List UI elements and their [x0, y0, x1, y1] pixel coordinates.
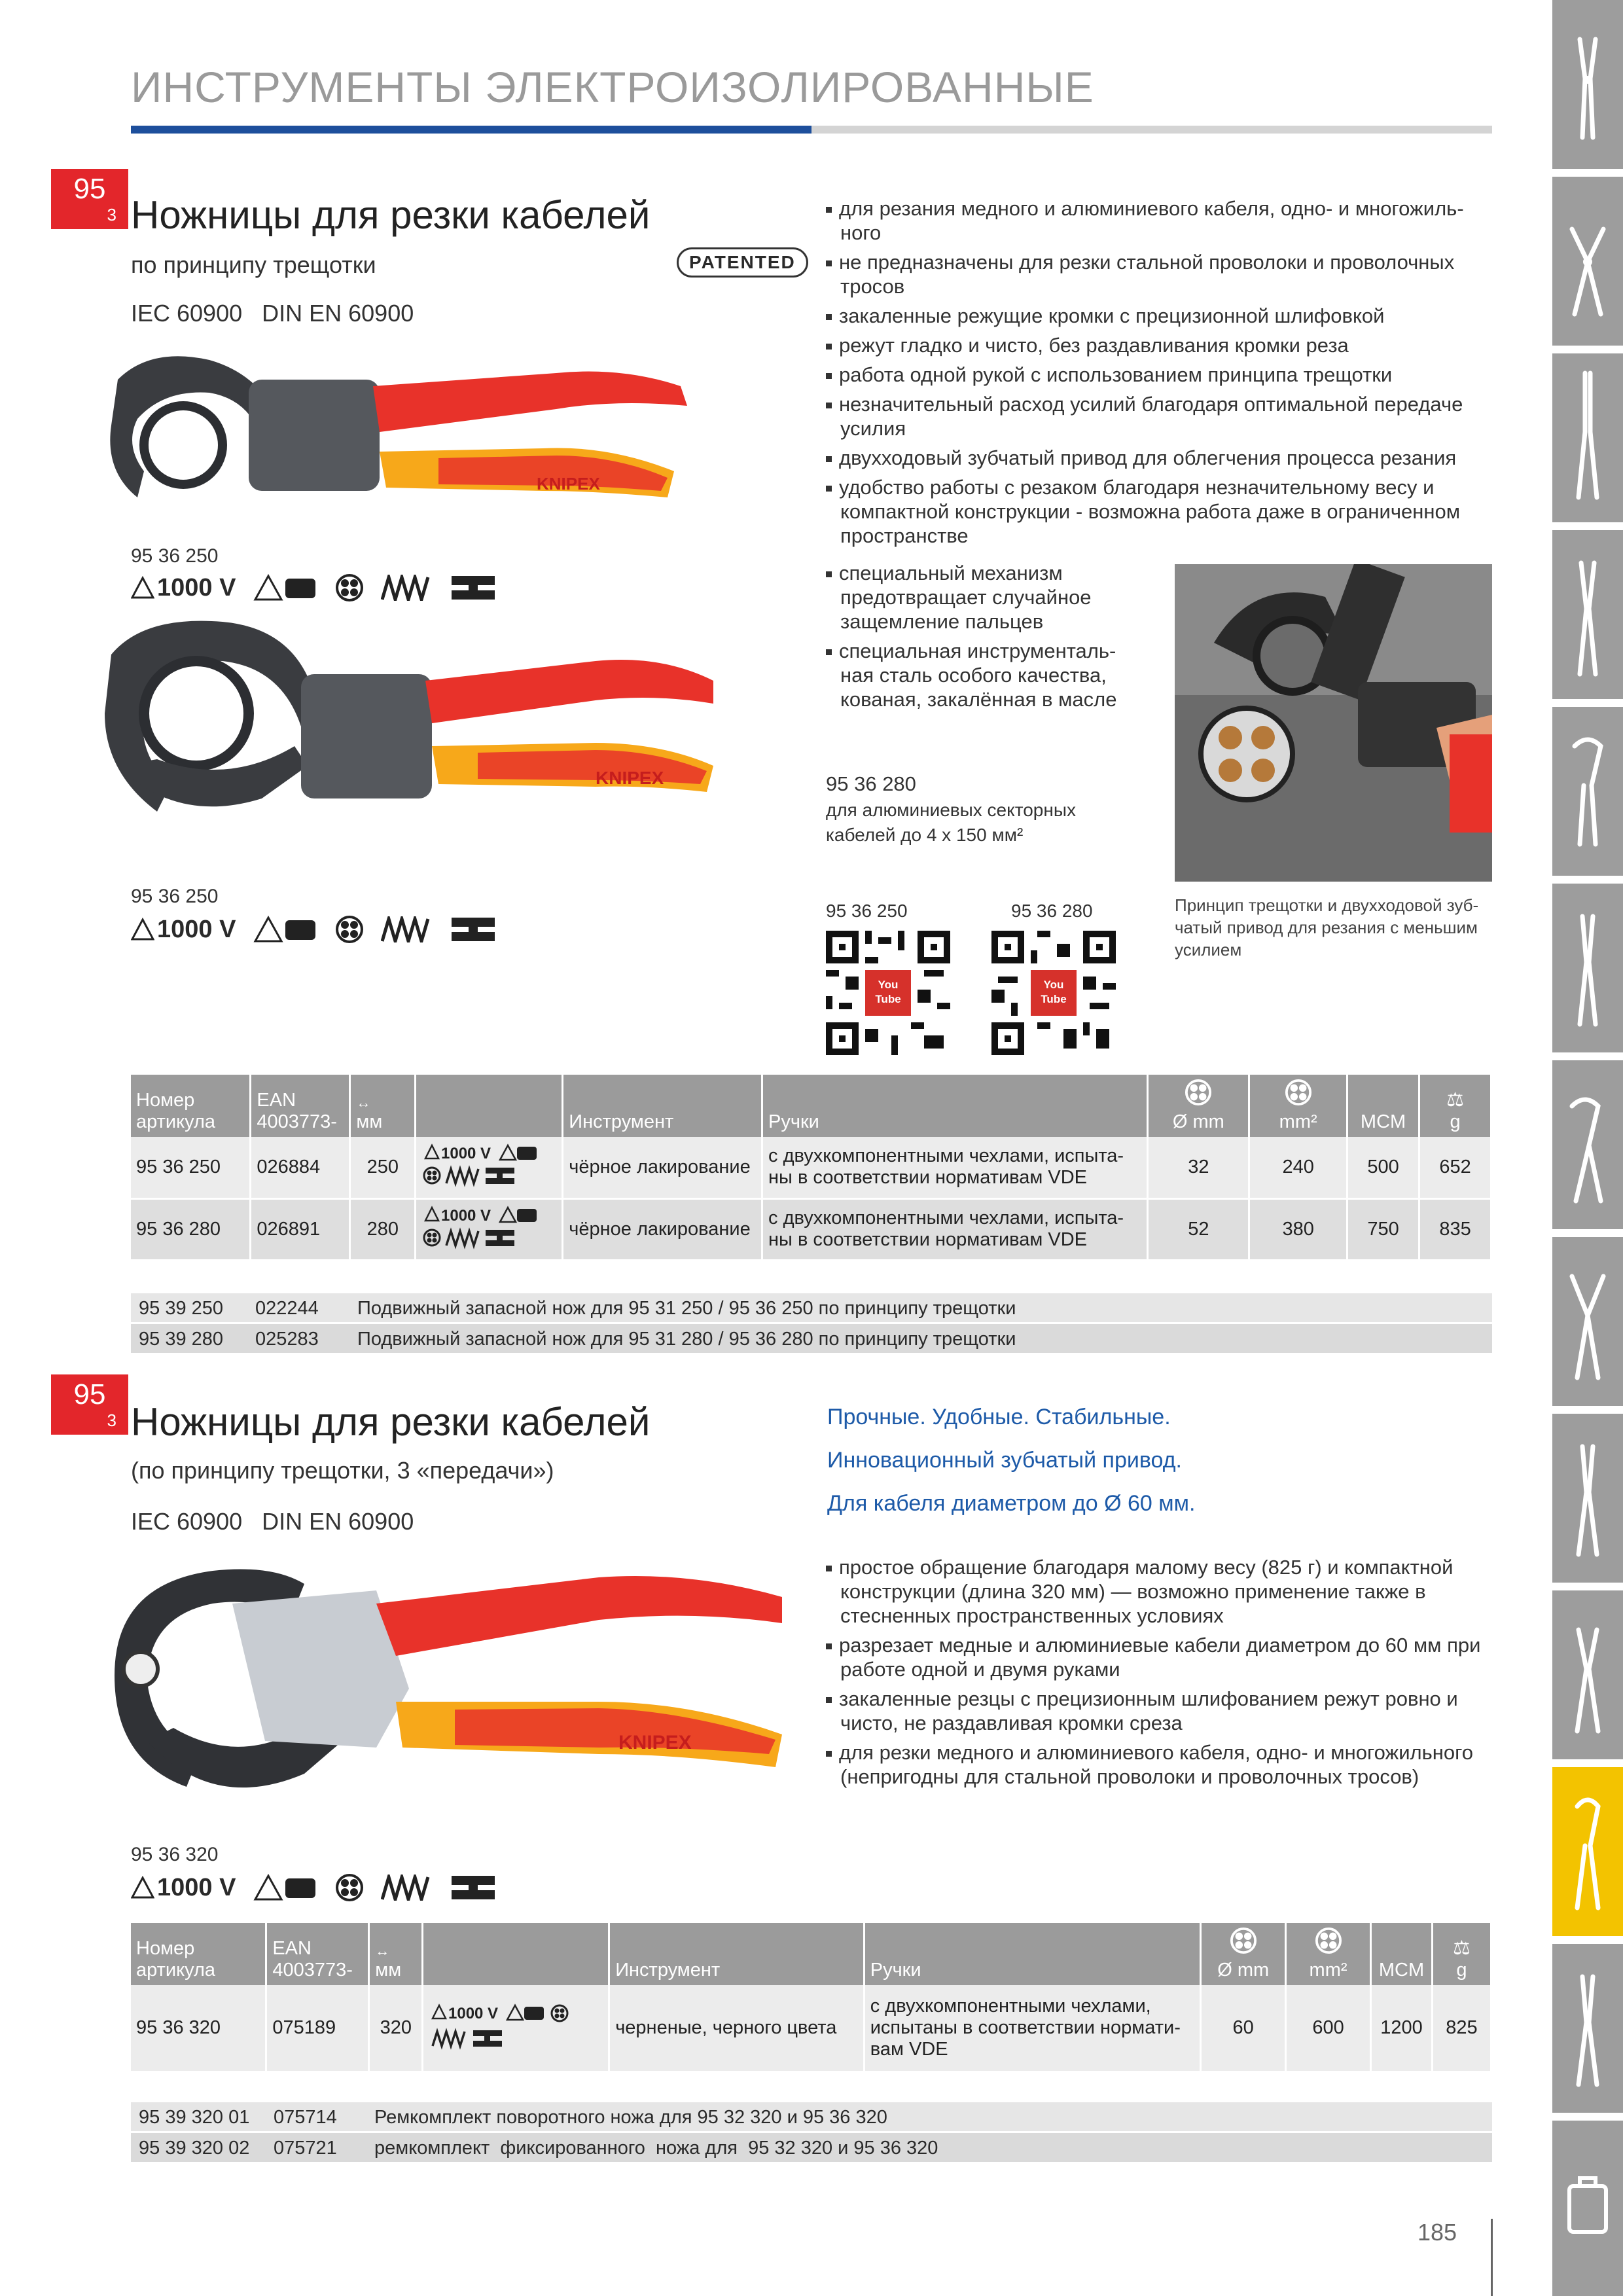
- table-row: 95 36 250 026884 250 1000 V чёрное лакирование с двухкомпонентными чехлами, испыта-ны в соответствии нормативам VDE 32 240 500 652: [131, 1137, 1491, 1198]
- sidebar-tab-diagonal-cutters[interactable]: [1552, 884, 1623, 1056]
- product-table: [131, 1075, 1492, 1261]
- list-item: для резки медного и алюминиевого кабеля, одно- и многожильного (непригодны для стальной проволоки и проволочных тросов): [826, 1740, 1493, 1789]
- feature-list: [826, 196, 1493, 553]
- cable-cross-section-icon: [1285, 1079, 1312, 1106]
- row-icons: [416, 1198, 563, 1260]
- approval-icons: [131, 1873, 496, 1902]
- cable-cutter-icon: [1552, 1767, 1623, 1936]
- sidebar-tab-circlip[interactable]: [1552, 1237, 1623, 1410]
- col-header-mcm: MCM: [1347, 1075, 1419, 1137]
- spare-part-row: 95 39 250 022244 Подвижный запасной нож для 95 31 250 / 95 36 250 по принципу трещотки: [131, 1293, 1492, 1322]
- sidebar-tab-end-cutters[interactable]: [1552, 707, 1623, 880]
- product-table: [131, 1923, 1492, 2073]
- cable-cutter-image-1: [98, 340, 720, 543]
- voltage-rating: 1000 V: [131, 1874, 236, 1902]
- row-icons: [416, 1137, 563, 1198]
- list-item: специальный механизм предотвращает случайное защемление пальцев: [826, 561, 1140, 634]
- qr-label: 95 36 250: [826, 901, 908, 921]
- svg-text:KNIPEX: KNIPEX: [537, 474, 600, 493]
- sidebar-tab-crimpers[interactable]: [1552, 177, 1623, 350]
- section-title: Ножницы для резки кабелей: [131, 193, 651, 237]
- section-title: Ножницы для резки кабелей: [131, 1400, 651, 1444]
- section-badge: 95 3: [51, 169, 128, 229]
- note-text: кабелей до 4 х 150 мм²: [826, 825, 1024, 845]
- spare-part-row: 95 39 320 01 075714 Ремкомплект поворотного ножа для 95 32 320 и 95 36 320: [131, 2102, 1492, 2131]
- page-number-rule: [1491, 2219, 1493, 2296]
- sidebar-tab-crimping[interactable]: [1552, 1590, 1623, 1763]
- bent-nose-pliers-icon: [1552, 530, 1623, 699]
- list-item: удобство работы с резаком благодаря незначительному весу и компактной конструкции - возможна работа даже в ограниченном пространстве: [826, 475, 1493, 548]
- list-item: двухходовый зубчатый привод для облегчения процесса резания: [826, 446, 1493, 470]
- list-item: для резания медного и алюминиевого кабеля, одно- и многожиль-ного: [826, 196, 1493, 245]
- youtube-logo: You Tube: [875, 978, 901, 1005]
- highlight-line: Инновационный зубчатый привод.: [827, 1448, 1182, 1473]
- usage-photo: [1175, 564, 1492, 882]
- page-title: ИНСТРУМЕНТЫ ЭЛЕКТРОИЗОЛИРОВАННЫЕ: [131, 63, 1094, 111]
- cable-cross-section-icon: [335, 915, 364, 944]
- table-row: 95 36 280 026891 280 1000 V чёрное лакирование с двухкомпонентными чехлами, испыта-ны в соответствии нормативам VDE 52 380 750 835: [131, 1198, 1491, 1260]
- insulated-pliers-icon: [1552, 1944, 1623, 2113]
- svg-text:1000 V: 1000 V: [441, 1207, 491, 1225]
- svg-text:1000 V: 1000 V: [441, 1145, 491, 1163]
- standards-label: IEC 60900 DIN EN 60900: [131, 300, 414, 327]
- list-item: простое обращение благодаря малому весу (825 г) и компактной конструкции (длина 320 мм) — возможно применение также в стесненных пространственных условиях: [826, 1555, 1493, 1628]
- insulation-triangle-icon: [131, 918, 154, 941]
- sidebar-tab-long-nose[interactable]: [1552, 353, 1623, 526]
- cable-cross-section-icon: [1230, 1927, 1257, 1954]
- sidebar-tab-wire-strippers[interactable]: [1552, 1414, 1623, 1587]
- sidebar-tab-insulated[interactable]: [1552, 1944, 1623, 2117]
- long-nose-pliers-icon: [1552, 353, 1623, 522]
- feature-list-narrow: [826, 561, 1140, 717]
- youtube-logo: You Tube: [1041, 978, 1067, 1005]
- col-header-area: mm²: [1286, 1923, 1371, 1985]
- multi-wire-icon: [381, 1874, 433, 1901]
- induction-hardened-icon: [450, 573, 496, 602]
- water-pump-pliers-icon: [1552, 1060, 1623, 1229]
- col-header-mcm: MCM: [1370, 1923, 1432, 1985]
- note-text: для алюминиевых секторных: [826, 800, 1076, 820]
- sidebar-tab-water-pump[interactable]: [1552, 1060, 1623, 1233]
- col-header-area: mm²: [1249, 1075, 1347, 1137]
- cable-cross-section-icon: [335, 1873, 364, 1902]
- col-header-diameter: Ø mm: [1148, 1075, 1249, 1137]
- diagonal-cutter-icon: [1552, 884, 1623, 1052]
- section-subtitle: (по принципу трещотки, 3 «передачи»): [131, 1457, 554, 1484]
- cable-cross-section-icon: [1315, 1927, 1342, 1954]
- col-header-article: Номер артикула: [131, 1923, 266, 1985]
- photo-caption: Принцип трещотки и двухходовой зуб-чатый привод для резания с меньшим усилием: [1175, 895, 1479, 960]
- induction-hardened-icon: [450, 1873, 496, 1902]
- patented-badge: PATENTED: [677, 247, 808, 278]
- col-header-length: ↔ мм: [369, 1923, 423, 1985]
- gs-certification-icon: [253, 915, 318, 944]
- cable-cross-section-icon: [1185, 1079, 1212, 1106]
- gs-certification-icon: [253, 1873, 318, 1902]
- col-header-article: Номер артикула: [131, 1075, 251, 1137]
- list-item: незначительный расход усилий благодаря оптимальной передаче усилия: [826, 392, 1493, 440]
- cable-cutter-image-2: [98, 615, 720, 851]
- feature-list: [826, 1555, 1493, 1794]
- header-rule-blue: [131, 126, 812, 134]
- section-subtitle: по принципу трещотки: [131, 251, 376, 278]
- col-header-handles: Ручки: [864, 1923, 1201, 1985]
- circlip-pliers-icon: [1552, 1237, 1623, 1406]
- col-header-icons: [416, 1075, 563, 1137]
- col-header-tool: Инструмент: [609, 1923, 865, 1985]
- gs-certification-icon: [253, 573, 318, 602]
- section-badge: 95 3: [51, 1374, 128, 1435]
- sidebar-tab-bent-nose[interactable]: [1552, 530, 1623, 703]
- product-code: 95 36 250: [131, 545, 219, 567]
- list-item: разрезает медные и алюминиевые кабели диаметром до 60 мм при работе одной и двумя руками: [826, 1633, 1493, 1681]
- wire-stripper-icon: [1552, 1414, 1623, 1583]
- approval-icons: [131, 915, 496, 944]
- voltage-rating: 1000 V: [131, 574, 236, 602]
- list-item: не предназначены для резки стальной проволоки и проволочных тросов: [826, 250, 1493, 298]
- cable-cross-section-icon: [335, 573, 364, 602]
- list-item: специальная инструменталь-ная сталь особого качества, кованая, закалённая в масле: [826, 639, 1140, 711]
- product-code: 95 36 250: [131, 886, 219, 907]
- col-header-weight: ⚖ g: [1419, 1075, 1491, 1137]
- table-row: 95 36 320 075189 320 1000 V черненые, черного цвета с двухкомпонентными чехлами, испытаны в соответствии нормати-вам VDE 60 600 1200 825: [131, 1985, 1491, 2072]
- svg-text:1000 V: 1000 V: [448, 2005, 499, 2023]
- spare-part-row: 95 39 280 025283 Подвижный запасной нож для 95 31 280 / 95 36 280 по принципу трещотки: [131, 1324, 1492, 1353]
- col-header-handles: Ручки: [762, 1075, 1148, 1137]
- row-icons: [423, 1985, 609, 2072]
- sidebar-tab-cases[interactable]: [1552, 2121, 1623, 2296]
- header-rule-gray: [812, 126, 1492, 134]
- col-header-icons: [423, 1923, 609, 1985]
- list-item: работа одной рукой с использованием принципа трещотки: [826, 363, 1493, 387]
- qr-code-youtube[interactable]: [826, 931, 950, 1055]
- col-header-diameter: Ø mm: [1201, 1923, 1286, 1985]
- highlight-line: Для кабеля диаметром до Ø 60 мм.: [827, 1491, 1196, 1516]
- product-code: 95 36 320: [131, 1844, 219, 1865]
- crimping-pliers-icon: [1552, 1590, 1623, 1759]
- end-cutter-icon: [1552, 707, 1623, 876]
- col-header-ean: EAN 4003773-: [266, 1923, 369, 1985]
- list-item: закаленные режущие кромки с прецизионной шлифовкой: [826, 304, 1493, 328]
- col-header-weight: ⚖ g: [1432, 1923, 1491, 1985]
- note-code: 95 36 280: [826, 772, 916, 795]
- pliers-icon: [1552, 0, 1623, 169]
- col-header-tool: Инструмент: [563, 1075, 762, 1137]
- qr-label: 95 36 280: [1011, 901, 1093, 921]
- multi-wire-icon: [381, 575, 433, 601]
- cable-cutter-image-3: [101, 1558, 789, 1826]
- svg-text:KNIPEX: KNIPEX: [618, 1732, 692, 1753]
- spare-part-row: 95 39 320 02 075721 ремкомплект фиксированного ножа для 95 32 320 и 95 36 320: [131, 2133, 1492, 2162]
- standards-label: IEC 60900 DIN EN 60900: [131, 1508, 414, 1535]
- approval-icons: [131, 573, 496, 602]
- sidebar-tab-pliers[interactable]: [1552, 0, 1623, 173]
- insulation-triangle-icon: [131, 1876, 154, 1899]
- induction-hardened-icon: [450, 915, 496, 944]
- highlight-line: Прочные. Удобные. Стабильные.: [827, 1405, 1171, 1429]
- crimper-icon: [1552, 177, 1623, 346]
- list-item: закаленные резцы с прецизионным шлифованием режут ровно и чисто, не раздавливая кромки среза: [826, 1687, 1493, 1735]
- page-number: 185: [1418, 2219, 1457, 2246]
- col-header-ean: EAN 4003773-: [251, 1075, 350, 1137]
- list-item: режут гладко и чисто, без раздавливания кромки реза: [826, 333, 1493, 357]
- qr-code-youtube[interactable]: [991, 931, 1116, 1055]
- col-header-length: ↔ мм: [350, 1075, 416, 1137]
- insulation-triangle-icon: [131, 576, 154, 600]
- svg-text:KNIPEX: KNIPEX: [596, 768, 664, 788]
- sidebar-tab-cable-cutters[interactable]: [1552, 1767, 1623, 1940]
- voltage-rating: 1000 V: [131, 916, 236, 944]
- tool-case-icon: [1552, 2121, 1623, 2289]
- multi-wire-icon: [381, 916, 433, 942]
